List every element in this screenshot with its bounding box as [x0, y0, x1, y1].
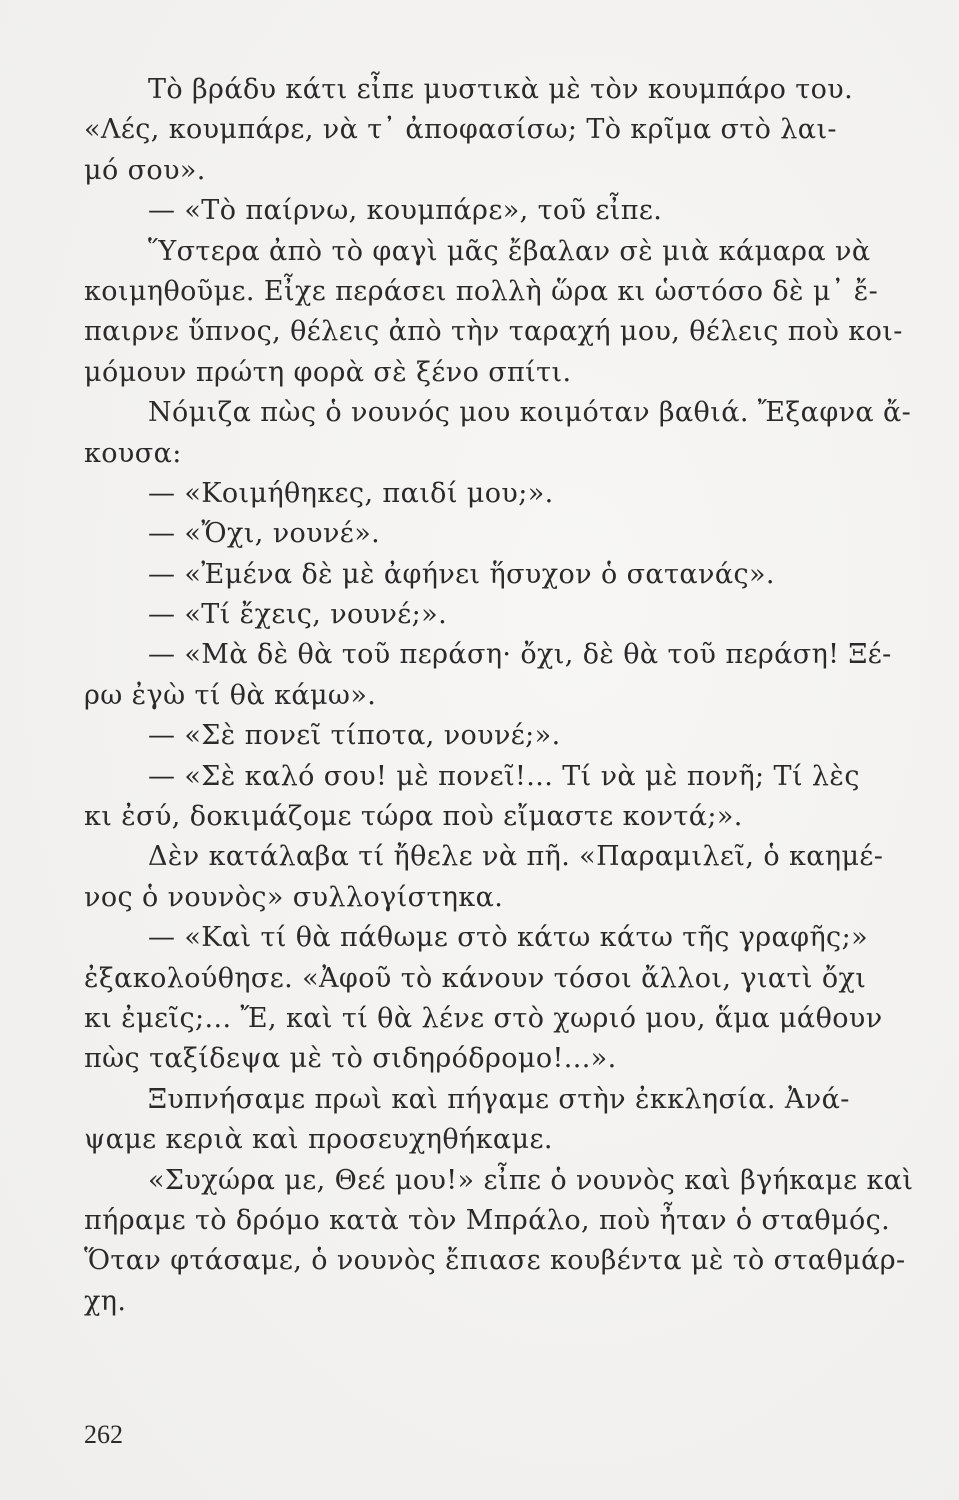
text-line: — «Ἐμένα δὲ μὲ ἀφήνει ἥσυχον ὁ σατανάς». [148, 558, 775, 590]
text-line: ἐξακολούθησε. «Ἀφοῦ τὸ κάνουν τόσοι ἄλλοι, γιατὶ ὄχι [84, 962, 867, 994]
text-line: Ὅταν φτάσαμε, ὁ νουνὸς ἔπιασε κουβέντα μὲ τὸ σταθμάρ- [84, 1245, 906, 1277]
text-line: χη. [84, 1285, 127, 1317]
text-line: — «Ὄχι, νουνέ». [148, 518, 381, 550]
text-line: ρω ἐγὼ τί θὰ κάμω». [84, 679, 377, 711]
text-line: Τὸ βράδυ κάτι εἶπε μυστικὰ μὲ τὸν κουμπάρο του. [148, 74, 854, 105]
text-line: — «Τί ἔχεις, νουνέ;». [148, 599, 448, 631]
text-line: νος ὁ νουνὸς» συλλογίστηκα. [84, 881, 504, 913]
text-line: Ξυπνήσαμε πρωὶ καὶ πήγαμε στὴν ἐκκλησία. Ἀνά- [148, 1083, 850, 1115]
body-text [84, 70, 914, 1322]
text-line: — «Μὰ δὲ θὰ τοῦ περάση· ὄχι, δὲ θὰ τοῦ περάση! Ξέ- [148, 639, 892, 671]
text-line: — «Σὲ καλό σου! μὲ πονεῖ!... Τί νὰ μὲ πονῆ; Τί λὲς [148, 760, 860, 792]
text-line: κουσα: [84, 437, 182, 469]
text-line: μό σου». [84, 154, 206, 186]
text-line: «Λές, κουμπάρε, νὰ τ᾽ ἀποφασίσω; Τὸ κρῖμα στὸ λαι- [84, 114, 837, 146]
text-line: — «Σὲ πονεῖ τίποτα, νουνέ;». [148, 720, 561, 752]
text-line: κοιμηθοῦμε. Εἶχε περάσει πολλὴ ὥρα κι ὡστόσο δὲ μ᾽ ἔ- [84, 275, 879, 307]
text-line: Δὲν κατάλαβα τί ἤθελε νὰ πῆ. «Παραμιλεῖ, ὁ καημέ- [148, 841, 884, 873]
text-line: — «Κοιμήθηκες, παιδί μου;». [148, 477, 554, 509]
text-line: παιρνε ὕπνος, θέλεις ἀπὸ τὴν ταραχή μου, θέλεις ποὺ κοι- [84, 316, 903, 348]
text-line: Νόμιζα πὼς ὁ νουνός μου κοιμόταν βαθιά. Ἔξαφνα ἄ- [148, 397, 912, 429]
text-line: κι ἐσύ, δοκιμάζομε τώρα ποὺ εἴμαστε κοντά;». [84, 801, 743, 833]
text-line: μόμουν πρώτη φορὰ σὲ ξένο σπίτι. [84, 356, 572, 388]
text-line: — «Τὸ παίρνω, κουμπάρε», τοῦ εἶπε. [148, 195, 663, 227]
text-line: κι ἐμεῖς;... Ἔ, καὶ τί θὰ λένε στὸ χωριό μου, ἅμα μάθουν [84, 1002, 883, 1034]
text-line: πήραμε τὸ δρόμο κατὰ τὸν Μπράλο, ποὺ ἦταν ὁ σταθμός. [84, 1204, 891, 1236]
text-line: ψαμε κεριὰ καὶ προσευχηθήκαμε. [84, 1124, 553, 1156]
text-line: πὼς ταξίδεψα μὲ τὸ σιδηρόδρομο!...». [84, 1043, 617, 1075]
text-line: Ὕστερα ἀπὸ τὸ φαγὶ μᾶς ἔβαλαν σὲ μιὰ κάμαρα νὰ [148, 235, 871, 267]
text-line: «Συχώρα με, Θεέ μου!» εἶπε ὁ νουνὸς καὶ βγήκαμε καὶ [148, 1164, 914, 1196]
page-number: 262 [84, 1420, 123, 1449]
text-line: — «Καὶ τί θὰ πάθωμε στὸ κάτω κάτω τῆς γραφῆς;» [148, 922, 868, 954]
